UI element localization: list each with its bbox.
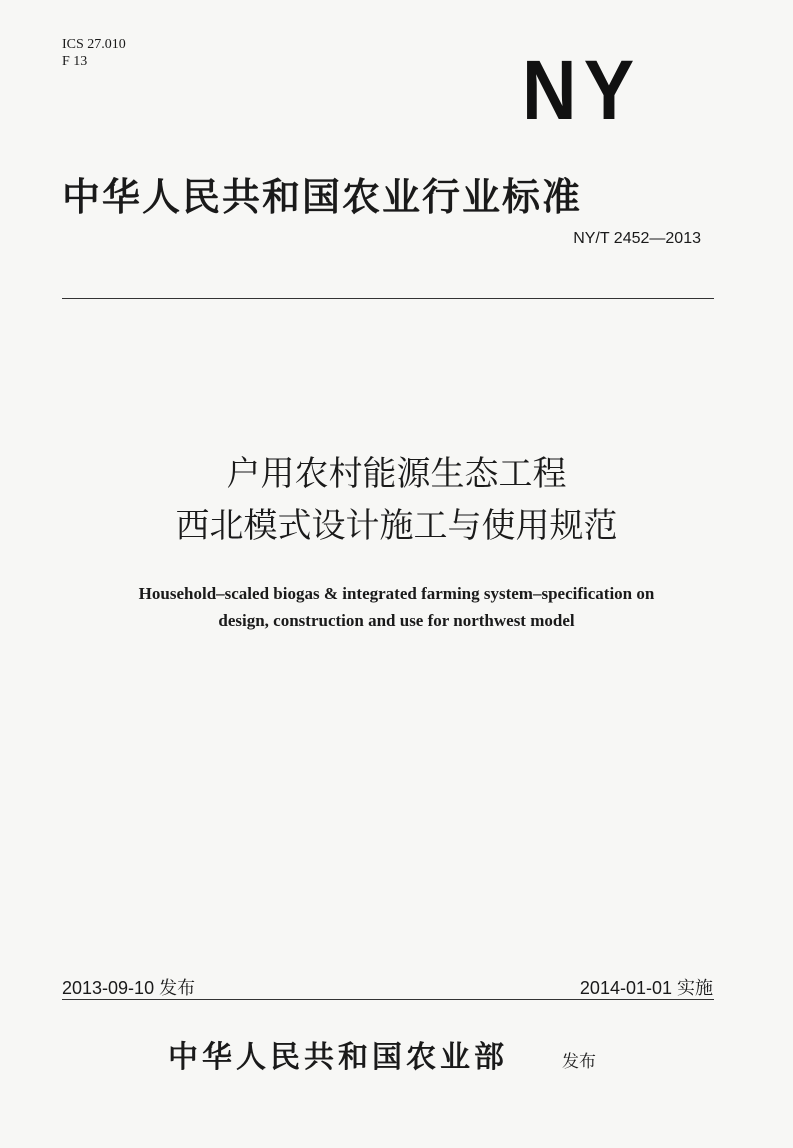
publish-label: 发布 [562, 1052, 596, 1072]
title-cn-line-2: 西北模式设计施工与使用规范 [175, 506, 618, 546]
issue-date: 2013-09-10 发布 [62, 978, 196, 998]
document-title-en [60, 580, 733, 634]
standard-type-title: 中华人民共和国农业行业标准 [62, 175, 583, 219]
ics-code: ICS 27.010 [62, 37, 126, 52]
document-title-cn [0, 448, 793, 552]
title-en-line-2: design, construction and use for northwest model [218, 611, 575, 630]
ny-logo: NY [522, 43, 642, 137]
standard-number: NY/T 2452—2013 [573, 230, 701, 247]
header-divider [62, 298, 714, 299]
classification-codes [62, 36, 126, 70]
implementation-date: 2014-01-01 实施 [579, 978, 713, 998]
publisher-name: 中华人民共和国农业部 [168, 1040, 508, 1075]
ccs-code: F 13 [62, 54, 88, 69]
footer-divider [62, 999, 714, 1000]
title-en-line-1: Household–scaled biogas & integrated farming system–specification on [138, 584, 655, 603]
title-cn-line-1: 户用农村能源生态工程 [226, 454, 567, 494]
